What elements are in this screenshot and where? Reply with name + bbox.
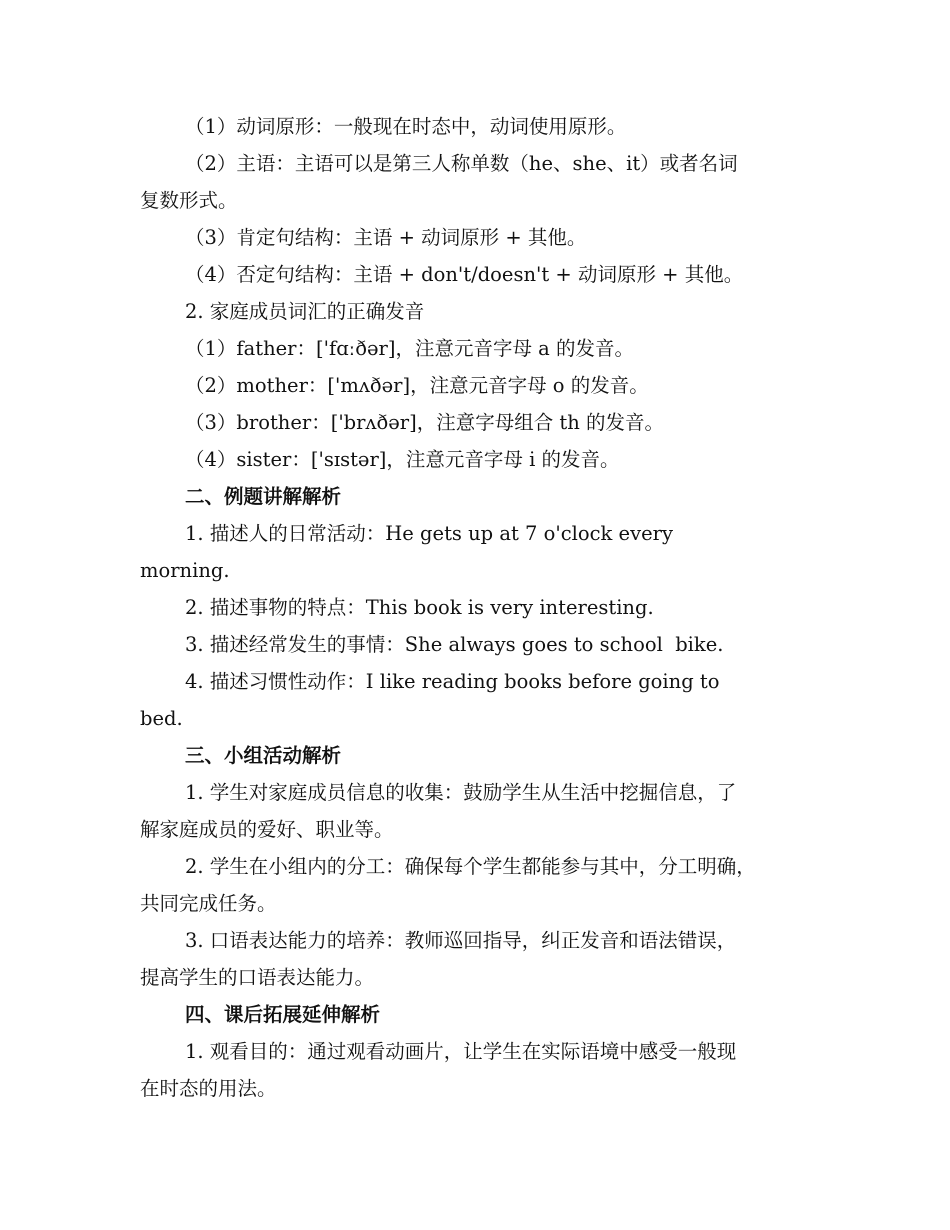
pronunciation-title: 2. 家庭成员词汇的正确发音 <box>185 300 425 323</box>
grammar-item-verb-base: （1）动词原形：一般现在时态中，动词使用原形。 <box>185 115 627 138</box>
example-line-3: 3. 描述经常发生的事情：She always goes to school bike. <box>185 633 724 656</box>
pronunciation-item-father: （1）father：['fɑːðər]，注意元音字母 a 的发音。 <box>185 337 634 360</box>
example-line-1-cont: morning. <box>140 559 230 582</box>
section-heading-group-activity: 三、小组活动解析 <box>185 744 342 767</box>
group-line-1-cont: 解家庭成员的爱好、职业等。 <box>140 818 394 841</box>
pronunciation-item-mother: （2）mother：['mʌðər]，注意元音字母 o 的发音。 <box>185 374 649 397</box>
extension-line-1-cont: 在时态的用法。 <box>140 1077 277 1100</box>
group-line-1: 1. 学生对家庭成员信息的收集：鼓励学生从生活中挖掘信息，了 <box>185 781 737 804</box>
example-line-1: 1. 描述人的日常活动：He gets up at 7 o'clock every <box>185 522 673 545</box>
extension-line-1: 1. 观看目的：通过观看动画片，让学生在实际语境中感受一般现 <box>185 1040 737 1063</box>
grammar-item-negative: （4）否定句结构：主语 + don't/doesn't + 动词原形 + 其他。 <box>185 263 744 286</box>
section-heading-examples: 二、例题讲解解析 <box>185 485 342 508</box>
group-line-2-cont: 共同完成任务。 <box>140 892 277 915</box>
group-line-3-cont: 提高学生的口语表达能力。 <box>140 966 375 989</box>
example-line-4: 4. 描述习惯性动作：I like reading books before going to <box>185 670 720 693</box>
example-line-2: 2. 描述事物的特点：This book is very interesting. <box>185 596 654 619</box>
group-line-2: 2. 学生在小组内的分工：确保每个学生都能参与其中，分工明确， <box>185 855 756 878</box>
grammar-item-subject: （2）主语：主语可以是第三人称单数（he、she、it）或者名词 <box>185 152 738 175</box>
pronunciation-item-brother: （3）brother：['brʌðər]，注意字母组合 th 的发音。 <box>185 411 664 434</box>
example-line-4-cont: bed. <box>140 707 183 730</box>
pronunciation-item-sister: （4）sister：['sɪstər]，注意元音字母 i 的发音。 <box>185 448 620 471</box>
group-line-3: 3. 口语表达能力的培养：教师巡回指导，纠正发音和语法错误， <box>185 929 737 952</box>
grammar-item-subject-cont: 复数形式。 <box>140 189 238 212</box>
section-heading-extension: 四、课后拓展延伸解析 <box>185 1003 381 1026</box>
grammar-item-affirmative: （3）肯定句结构：主语 + 动词原形 + 其他。 <box>185 226 587 249</box>
